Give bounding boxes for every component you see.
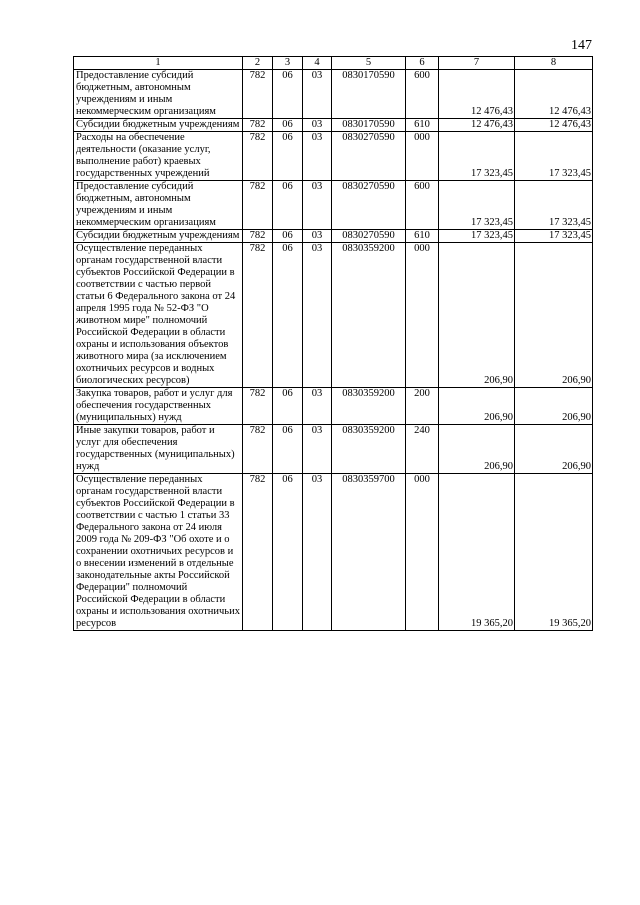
column-header: 1 bbox=[74, 57, 243, 70]
row-name: Расходы на обеспечение деятельности (оказание услуг, выполнение работ) краевых государственных учреждений bbox=[74, 132, 243, 181]
subsection-code: 03 bbox=[303, 181, 332, 230]
column-header: 5 bbox=[332, 57, 406, 70]
ministry-code: 782 bbox=[243, 474, 273, 631]
page-number: 147 bbox=[571, 38, 592, 53]
amount-col8: 12 476,43 bbox=[515, 119, 593, 132]
expense-type-code: 240 bbox=[406, 425, 439, 474]
section-code: 06 bbox=[273, 243, 303, 388]
amount-col8: 206,90 bbox=[515, 388, 593, 425]
amount-col7: 206,90 bbox=[439, 243, 515, 388]
section-code: 06 bbox=[273, 230, 303, 243]
target-article-code: 0830270590 bbox=[332, 132, 406, 181]
expense-type-code: 000 bbox=[406, 243, 439, 388]
amount-col7: 12 476,43 bbox=[439, 70, 515, 119]
amount-col7: 17 323,45 bbox=[439, 181, 515, 230]
expense-type-code: 000 bbox=[406, 132, 439, 181]
column-header: 3 bbox=[273, 57, 303, 70]
table-row bbox=[74, 132, 593, 181]
column-header: 2 bbox=[243, 57, 273, 70]
row-name: Осуществление переданных органам государственной власти субъектов Российской Федерации в соответствии с частью 1 статьи 33 Федерального закона от 24 июля 2009 года № 209-ФЗ "Об охоте и о сохранении охотничьих ресурсов и о внесении изменений в отдельные законодательные акты Российской Федерации" полномочий Российской Федерации в области охраны и использования охотничьих ресурсов bbox=[74, 474, 243, 631]
amount-col7: 17 323,45 bbox=[439, 132, 515, 181]
expense-type-code: 200 bbox=[406, 388, 439, 425]
ministry-code: 782 bbox=[243, 425, 273, 474]
table-row bbox=[74, 70, 593, 119]
amount-col7: 206,90 bbox=[439, 388, 515, 425]
table-header-row bbox=[74, 57, 593, 70]
target-article-code: 0830359200 bbox=[332, 425, 406, 474]
ministry-code: 782 bbox=[243, 70, 273, 119]
table-row bbox=[74, 181, 593, 230]
subsection-code: 03 bbox=[303, 70, 332, 119]
section-code: 06 bbox=[273, 181, 303, 230]
expense-type-code: 600 bbox=[406, 70, 439, 119]
expense-type-code: 610 bbox=[406, 230, 439, 243]
row-name: Субсидии бюджетным учреждениям bbox=[74, 230, 243, 243]
target-article-code: 0830270590 bbox=[332, 230, 406, 243]
table-row bbox=[74, 243, 593, 388]
row-name: Закупка товаров, работ и услуг для обеспечения государственных (муниципальных) нужд bbox=[74, 388, 243, 425]
amount-col8: 206,90 bbox=[515, 243, 593, 388]
expense-type-code: 000 bbox=[406, 474, 439, 631]
subsection-code: 03 bbox=[303, 388, 332, 425]
ministry-code: 782 bbox=[243, 230, 273, 243]
column-header: 8 bbox=[515, 57, 593, 70]
amount-col7: 206,90 bbox=[439, 425, 515, 474]
section-code: 06 bbox=[273, 425, 303, 474]
row-name: Предоставление субсидий бюджетным, автономным учреждениям и иным некоммерческим организациям bbox=[74, 181, 243, 230]
row-name: Субсидии бюджетным учреждениям bbox=[74, 119, 243, 132]
budget-table bbox=[73, 56, 593, 631]
amount-col7: 19 365,20 bbox=[439, 474, 515, 631]
ministry-code: 782 bbox=[243, 119, 273, 132]
target-article-code: 0830170590 bbox=[332, 70, 406, 119]
expense-type-code: 610 bbox=[406, 119, 439, 132]
subsection-code: 03 bbox=[303, 243, 332, 388]
target-article-code: 0830359700 bbox=[332, 474, 406, 631]
section-code: 06 bbox=[273, 70, 303, 119]
amount-col8: 206,90 bbox=[515, 425, 593, 474]
amount-col8: 17 323,45 bbox=[515, 181, 593, 230]
ministry-code: 782 bbox=[243, 243, 273, 388]
amount-col8: 17 323,45 bbox=[515, 132, 593, 181]
section-code: 06 bbox=[273, 388, 303, 425]
amount-col7: 17 323,45 bbox=[439, 230, 515, 243]
table-row bbox=[74, 230, 593, 243]
target-article-code: 0830170590 bbox=[332, 119, 406, 132]
amount-col8: 19 365,20 bbox=[515, 474, 593, 631]
amount-col8: 17 323,45 bbox=[515, 230, 593, 243]
subsection-code: 03 bbox=[303, 119, 332, 132]
section-code: 06 bbox=[273, 474, 303, 631]
ministry-code: 782 bbox=[243, 388, 273, 425]
row-name: Осуществление переданных органам государственной власти субъектов Российской Федерации в соответствии с частью первой статьи 6 Федерального закона от 24 апреля 1995 года № 52-ФЗ "О животном мире" полномочий Российской Федерации в области охраны и использования объектов животного мира (за исключением охотничьих ресурсов и водных биологических ресурсов) bbox=[74, 243, 243, 388]
subsection-code: 03 bbox=[303, 474, 332, 631]
ministry-code: 782 bbox=[243, 181, 273, 230]
target-article-code: 0830359200 bbox=[332, 388, 406, 425]
table-row bbox=[74, 388, 593, 425]
ministry-code: 782 bbox=[243, 132, 273, 181]
section-code: 06 bbox=[273, 119, 303, 132]
row-name: Иные закупки товаров, работ и услуг для обеспечения государственных (муниципальных) нужд bbox=[74, 425, 243, 474]
section-code: 06 bbox=[273, 132, 303, 181]
target-article-code: 0830359200 bbox=[332, 243, 406, 388]
table-row bbox=[74, 474, 593, 631]
column-header: 7 bbox=[439, 57, 515, 70]
column-header: 4 bbox=[303, 57, 332, 70]
expense-type-code: 600 bbox=[406, 181, 439, 230]
subsection-code: 03 bbox=[303, 425, 332, 474]
row-name: Предоставление субсидий бюджетным, автономным учреждениям и иным некоммерческим организациям bbox=[74, 70, 243, 119]
subsection-code: 03 bbox=[303, 230, 332, 243]
column-header: 6 bbox=[406, 57, 439, 70]
table-row bbox=[74, 119, 593, 132]
subsection-code: 03 bbox=[303, 132, 332, 181]
amount-col7: 12 476,43 bbox=[439, 119, 515, 132]
target-article-code: 0830270590 bbox=[332, 181, 406, 230]
table-row bbox=[74, 425, 593, 474]
amount-col8: 12 476,43 bbox=[515, 70, 593, 119]
